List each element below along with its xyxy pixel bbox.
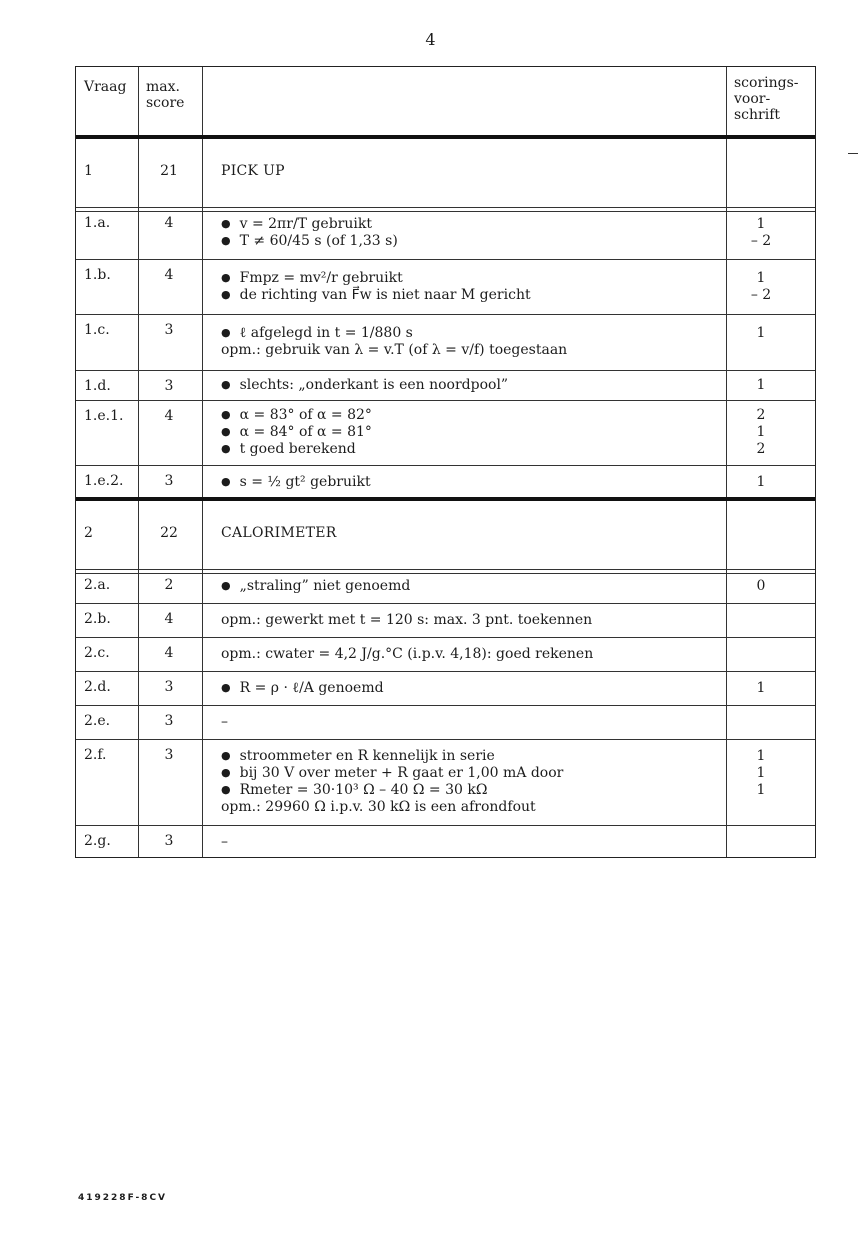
question-number: 2.e. bbox=[84, 713, 111, 729]
criterion-text: – bbox=[221, 833, 228, 850]
criterion-text: ● Rmeter = 30·10³ Ω – 40 Ω = 30 kΩ bbox=[221, 782, 487, 799]
header-max: max. bbox=[146, 79, 180, 95]
max-score: 3 bbox=[164, 679, 174, 695]
max-score: 3 bbox=[164, 378, 174, 394]
section-max-score: 21 bbox=[160, 163, 178, 179]
max-score: 4 bbox=[164, 611, 174, 627]
criterion-text: ● ℓ afgelegd in t = 1/880 s bbox=[221, 325, 413, 342]
criterion-text: ● t goed berekend bbox=[221, 441, 356, 458]
criterion-score: 1 bbox=[756, 376, 766, 393]
max-score: 3 bbox=[164, 833, 174, 849]
criterion-text: opm.: gebruik van λ = v.T (of λ = v/f) toegestaan bbox=[221, 342, 568, 358]
row-rule bbox=[76, 370, 815, 371]
criterion-score: 1 bbox=[756, 679, 766, 696]
criterion-text: ● „straling” niet genoemd bbox=[221, 578, 410, 595]
question-number: 2.c. bbox=[84, 645, 110, 661]
criterion-text: ● α = 83° of α = 82° bbox=[221, 407, 372, 424]
criterion-text: – bbox=[221, 713, 228, 730]
row-rule bbox=[76, 637, 815, 638]
question-number: 1.d. bbox=[84, 378, 111, 394]
max-score: 3 bbox=[164, 473, 174, 489]
section-title: PICK UP bbox=[221, 163, 285, 179]
criterion-text: ● α = 84° of α = 81° bbox=[221, 424, 372, 441]
max-score: 4 bbox=[164, 645, 174, 661]
question-number: 2.d. bbox=[84, 679, 111, 695]
row-rule bbox=[76, 825, 815, 826]
max-score: 4 bbox=[164, 408, 174, 424]
criterion-score: 1 bbox=[756, 269, 766, 286]
criterion-text: ● T ≠ 60/45 s (of 1,33 s) bbox=[221, 233, 398, 250]
header-score: score bbox=[146, 95, 185, 111]
section-max-score: 22 bbox=[160, 525, 178, 541]
header-vraag: Vraag bbox=[84, 79, 127, 95]
question-number: 1.b. bbox=[84, 267, 111, 283]
criterion-score: 1 bbox=[756, 424, 766, 440]
question-number: 2.g. bbox=[84, 833, 111, 849]
criterion-score: – 2 bbox=[750, 233, 772, 249]
row-rule bbox=[76, 603, 815, 604]
row-rule bbox=[76, 314, 815, 315]
header-scoringsvoorschrift-3: schrift bbox=[734, 107, 781, 123]
section-number: 2 bbox=[84, 525, 93, 541]
question-number: 1.c. bbox=[84, 322, 110, 338]
criterion-score: 1 bbox=[756, 748, 766, 764]
criterion-text: ● slechts: „onderkant is een noordpool” bbox=[221, 377, 508, 394]
criterion-score: 1 bbox=[756, 782, 766, 798]
header-scoringsvoorschrift-2: voor- bbox=[734, 91, 771, 107]
row-rule bbox=[76, 259, 815, 260]
row-rule bbox=[76, 705, 815, 706]
question-number: 2.a. bbox=[84, 577, 111, 593]
row-rule bbox=[76, 400, 815, 401]
footer-code: 419228F-8CV bbox=[78, 1193, 168, 1203]
criterion-text: ● stroommeter en R kennelijk in serie bbox=[221, 748, 495, 765]
criterion-text: opm.: cwater = 4,2 J/g.°C (i.p.v. 4,18): goed rekenen bbox=[221, 645, 594, 662]
criterion-text: ● bij 30 V over meter + R gaat er 1,00 mA door bbox=[221, 765, 563, 782]
section-top-rule bbox=[76, 497, 815, 501]
margin-mark bbox=[848, 153, 858, 154]
section-number: 1 bbox=[84, 163, 93, 179]
row-rule bbox=[76, 671, 815, 672]
question-number: 1.e.1. bbox=[84, 408, 124, 424]
criterion-score: 1 bbox=[756, 473, 766, 490]
row-rule bbox=[76, 569, 815, 574]
criterion-text: opm.: 29960 Ω i.p.v. 30 kΩ is een afrondfout bbox=[221, 799, 536, 815]
max-score: 2 bbox=[164, 577, 174, 593]
criterion-text: opm.: gewerkt met t = 120 s: max. 3 pnt. toekennen bbox=[221, 611, 593, 628]
criterion-score: 1 bbox=[756, 325, 766, 341]
row-rule bbox=[76, 465, 815, 466]
row-rule bbox=[76, 739, 815, 740]
criterion-score: 0 bbox=[756, 577, 766, 594]
criterion-score: 2 bbox=[756, 441, 766, 457]
header-scoringsvoorschrift-1: scorings- bbox=[734, 75, 799, 91]
question-number: 1.e.2. bbox=[84, 473, 124, 489]
question-number: 2.b. bbox=[84, 611, 111, 627]
max-score: 4 bbox=[164, 267, 174, 283]
max-score: 3 bbox=[164, 747, 174, 763]
question-number: 1.a. bbox=[84, 215, 111, 231]
page-number: 4 bbox=[425, 30, 436, 49]
max-score: 3 bbox=[164, 713, 174, 729]
criterion-text: ● R = ρ · ℓ/A genoemd bbox=[221, 680, 384, 697]
question-number: 2.f. bbox=[84, 747, 107, 763]
section-top-rule bbox=[76, 135, 815, 139]
criterion-text: ● v = 2πr/T gebruikt bbox=[221, 216, 372, 233]
criterion-score: 2 bbox=[756, 407, 766, 423]
section-title: CALORIMETER bbox=[221, 525, 337, 541]
max-score: 4 bbox=[164, 215, 174, 231]
row-rule bbox=[76, 207, 815, 212]
criterion-text: ● Fmpz = mv²/r gebruikt bbox=[221, 270, 403, 287]
max-score: 3 bbox=[164, 322, 174, 338]
scoring-table bbox=[75, 66, 816, 858]
criterion-text: ● s = ½ gt² gebruikt bbox=[221, 474, 371, 491]
criterion-score: 1 bbox=[756, 765, 766, 781]
criterion-score: 1 bbox=[756, 216, 766, 232]
criterion-score: – 2 bbox=[750, 286, 772, 303]
criterion-text: ● de richting van F⃗w is niet naar M gericht bbox=[221, 287, 531, 304]
